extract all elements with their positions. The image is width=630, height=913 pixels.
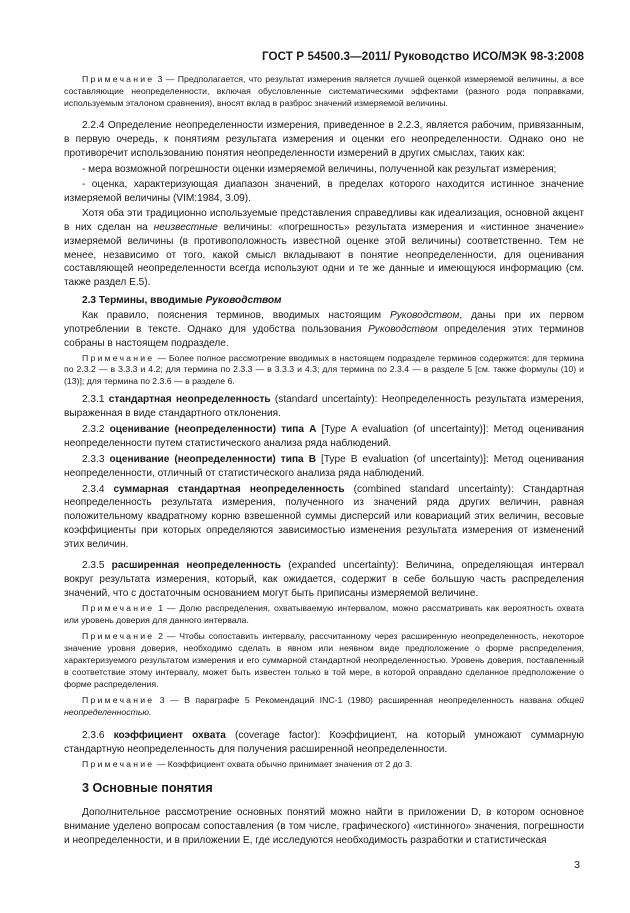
list-item-range-estimate: - оценка, характеризующая диапазон значений, в пределах которого находится истинное значение измеряемой величины (VIM:1984, 3.09).	[64, 179, 584, 204]
section-3-title: 3 Основные понятия	[82, 780, 213, 795]
paragraph-idealization: Хотя оба эти традиционно используемые представления справедливы как идеализация, основной акцент в них сделан на неизвестные величины: «погрешность» результата измерения и «истинное значение» измеряемой величины (в противоположность известной оценке этой величины) соответственно. Тем не менее, независимо от того, какой смысл вкладывают в понятие неопределенности, для оценивания составляющей неопределенности всегда используют одни и те же данные и имеющуюся информацию (см. также раздел Е.5).	[64, 207, 584, 289]
paragraph-section-3: Дополнительное рассмотрение основных понятий можно найти в приложении D, в котором основное внимание уделено вопросам сопоставления (в том числе, графического) «истинного» значения, погрешности и неопределенности, и в приложении Е, где исследуются необходимость разработки и статистическая	[64, 807, 584, 847]
list-item-error-measure: - мера возможной погрешности оценки измеряемой величины, полученной как результат измерения;	[82, 164, 557, 176]
paragraph-2-2-4: 2.2.4 Определение неопределенности измерения, приведенное в 2.2.3, является рабочим, привязанным, в первую очередь, к понятиям результата измерения и оценки его неопределенности. Однако оно не противоречит использованию понятия неопределенности измерений в других смыслах, таких как:	[64, 120, 584, 160]
term-2-3-3: 2.3.3 оценивание (неопределенности) типа В [Type B evaluation (of uncertainty)]: Метод оценивания неопределенности, отличный от статистического анализа ряда наблюдений.	[64, 453, 584, 479]
note-2-3-5-2: Примечание 2 — Чтобы сопоставить интервалу, рассчитанному через расширенную неопределенность, некоторое значение уровня доверия, необходимо сделать в явном или неявном виде предположение о форме распределения, характеризуемого результатом измерения и его суммарной стандартной неопределенностью. Уровень доверия, поставленный в соответствие этому интервалу, может быть известен только в той мере, в которой оправдано сделанное предположение о форме распределения.	[64, 631, 584, 689]
page-number: 3	[574, 859, 580, 871]
term-2-3-1: 2.3.1 стандартная неопределенность (standard uncertainty): Неопределенность результата измерения, выраженная в виде стандартного отклонения.	[64, 394, 584, 419]
term-2-3-2: 2.3.2 оценивание (неопределенности) типа А [Type A evaluation (of uncertainty)]: Метод оценивания неопределенности путем статистического анализа ряда наблюдений.	[64, 423, 585, 449]
note-2-3-5-3: Примечание 3 — В параграфе 5 Рекомендаций INC-1 (1980) расширенная неопределенность названа общей неопределенностью.	[64, 695, 584, 718]
term-2-3-6: 2.3.6 коэффициент охвата (coverage factor): Коэффициент, на который умножают суммарную стандартную неопределенность для получения расширенной неопределенности.	[64, 729, 584, 755]
note-2-3-5-1: Примечание 1 — Долю распределения, охватываемую интервалом, можно рассматривать как вероятность охвата или уровень доверия для данного интервала.	[64, 602, 584, 625]
term-2-3-4: 2.3.4 суммарная стандартная неопределенность (combined standard uncertainty): Стандартная неопределенность результата измерения, полученного из значений ряда других величин, равная положительному квадратному корню взвешенной суммы дисперсий или ковариаций этих величин, весовые коэффициенты при которых определяются зависимостью изменения результата измерения от изменений этих величин.	[64, 483, 584, 551]
page-header: ГОСТ Р 54500.3—2011/ Руководство ИСО/МЭК 98-3:2008	[261, 50, 584, 63]
term-2-3-5: 2.3.5 расширенная неопределенность (expanded uncertainty): Величина, определяющая интервал вокруг результата измерения, который, как ожидается, содержит в себе большую часть распределения значений, что с достаточным основанием могут быть приписаны измеряемой величине.	[64, 560, 584, 599]
note-2-3-terms: Примечание — Более полное рассмотрение вводимых в настоящем подразделе терминов содержится: для термина по 2.3.2 — в 3.3.3 и 4.2; для термина по 2.3.3 — в 3.3.3 и 4.3; для термина по 2.3.4 — в разделе 5 [см. также формулы (10) и (13)]; для термина по 2.3.6 — в разделе 6.	[64, 352, 584, 387]
note-3-measurement-result: Примечание 3 — Предполагается, что результат измерения является лучшей оценкой измеряемой величины, а все составляющие неопределенности, включая обусловленные систематическими эффектами (разного рода поправками, используемым эталоном сравнения), вносят вклад в разброс значений измеряемой величины.	[64, 74, 584, 108]
paragraph-2-3-intro: Как правило, пояснения терминов, вводимых настоящим Руководством, даны при их первом употреблении в тексте. Однако для удобства пользования Руководством определения этих терминов собраны в настоящем подразделе.	[64, 309, 584, 349]
note-2-3-6: Примечание — Коэффициент охвата обычно принимает значения от 2 до 3.	[82, 758, 413, 769]
subsection-2-3-title: 2.3 Термины, вводимые Руководством	[82, 295, 282, 307]
page-content	[64, 74, 584, 850]
